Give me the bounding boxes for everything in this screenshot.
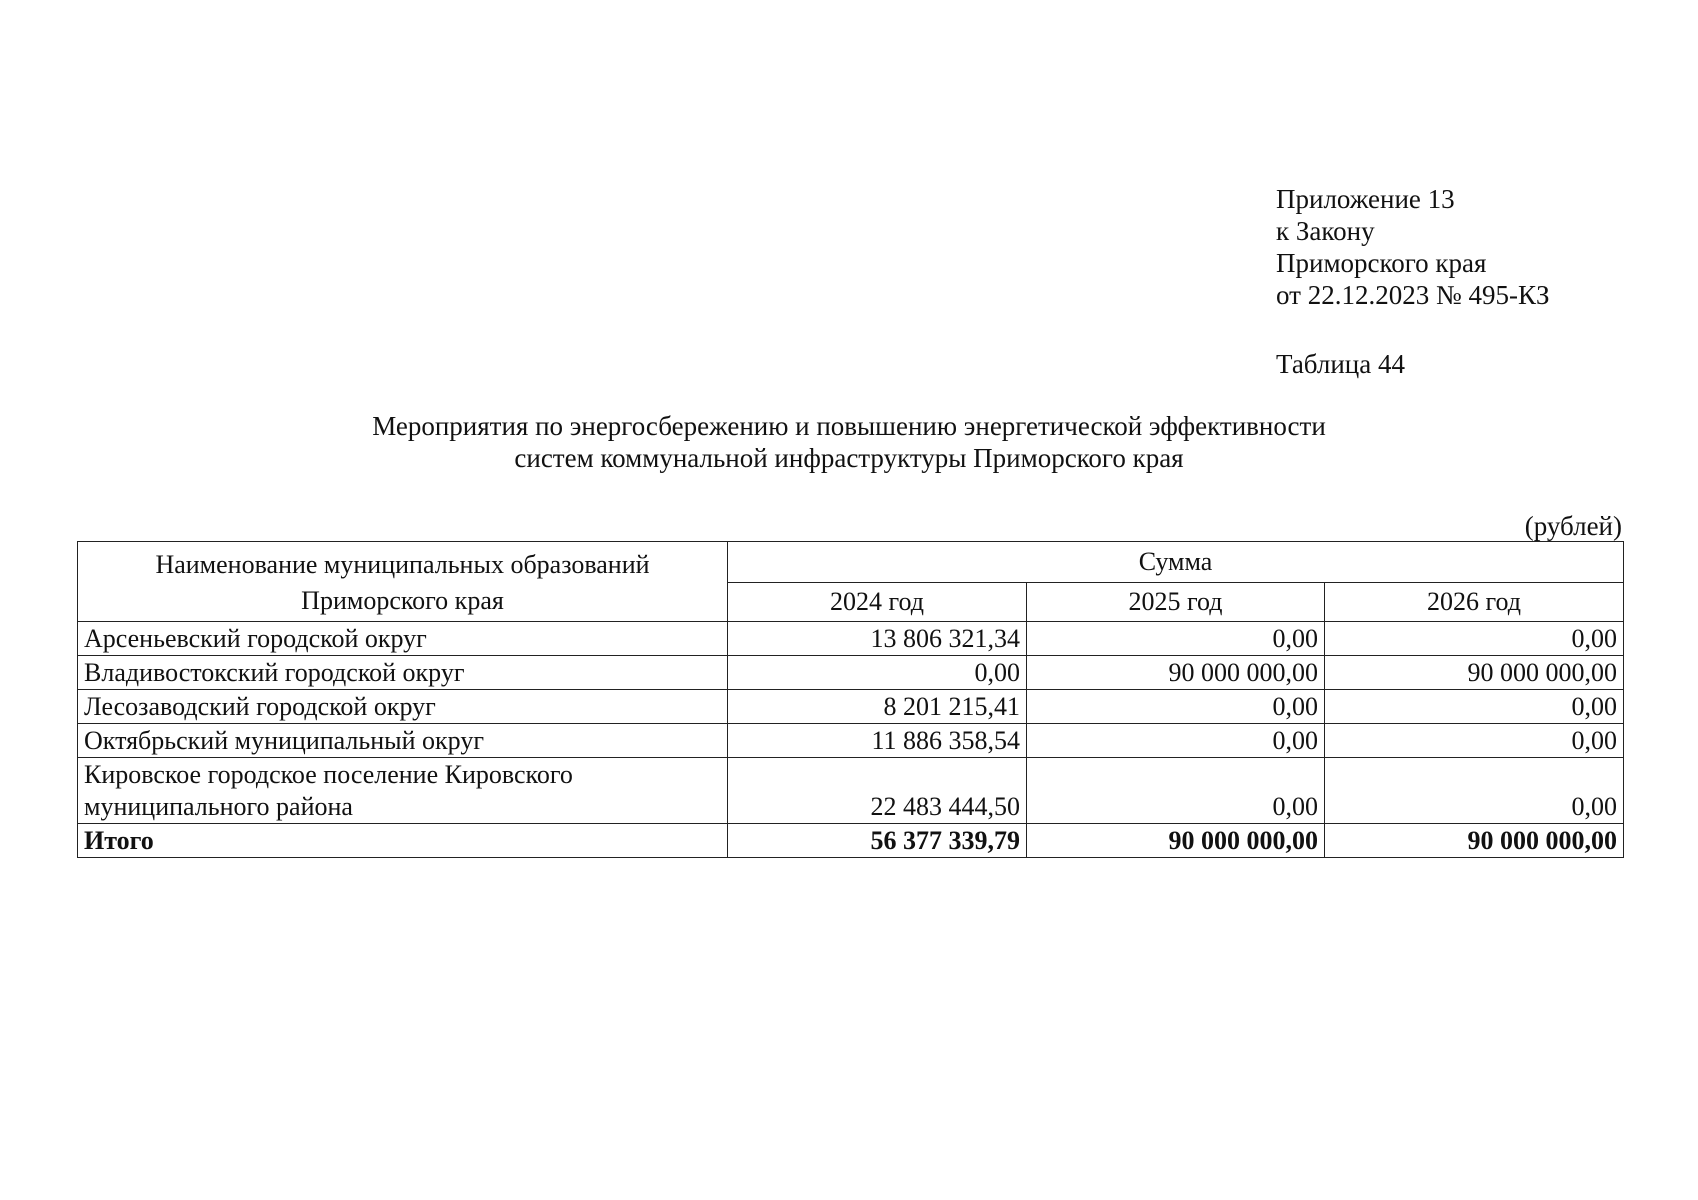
- amount-2024: 13 806 321,34: [728, 622, 1027, 656]
- table-number: Таблица 44: [1276, 349, 1405, 379]
- header-sum: Сумма: [728, 542, 1624, 583]
- table-total-row: [78, 824, 1624, 858]
- table-row: [78, 724, 1624, 758]
- amount-2024: 22 483 444,50: [728, 758, 1027, 824]
- units-label: (рублей): [1524, 511, 1622, 541]
- municipality-name: Лесозаводский городской округ: [78, 690, 728, 724]
- amount-2024: 0,00: [728, 656, 1027, 690]
- municipality-name-line-2: муниципального района: [84, 792, 353, 821]
- header-municipality: [78, 542, 728, 622]
- total-label: Итого: [78, 824, 728, 858]
- total-2024: 56 377 339,79: [728, 824, 1027, 858]
- funding-table: [77, 541, 1624, 858]
- appendix-line-4: от 22.12.2023 № 495-КЗ: [1276, 280, 1550, 310]
- amount-2026: 90 000 000,00: [1325, 656, 1624, 690]
- header-year-2024: 2024 год: [728, 583, 1027, 622]
- municipality-name: Арсеньевский городской округ: [78, 622, 728, 656]
- title-line-2: систем коммунальной инфраструктуры Приморского края: [514, 443, 1184, 473]
- appendix-line-1: Приложение 13: [1276, 184, 1455, 214]
- amount-2025: 0,00: [1027, 758, 1325, 824]
- municipality-name: Владивостокский городской округ: [78, 656, 728, 690]
- table-header-row: [78, 542, 1624, 583]
- total-2025: 90 000 000,00: [1027, 824, 1325, 858]
- municipality-name-line-1: Кировское городское поселение Кировского: [84, 760, 573, 789]
- header-year-2026: 2026 год: [1325, 583, 1624, 622]
- table-row: [78, 622, 1624, 656]
- table-row: [78, 656, 1624, 690]
- header-year-2025: 2025 год: [1027, 583, 1325, 622]
- document-title: [0, 410, 1698, 474]
- amount-2026: 0,00: [1325, 724, 1624, 758]
- appendix-line-3: Приморского края: [1276, 248, 1487, 278]
- amount-2025: 0,00: [1027, 622, 1325, 656]
- municipality-name: [78, 758, 728, 824]
- municipality-name: Октябрьский муниципальный округ: [78, 724, 728, 758]
- title-line-1: Мероприятия по энергосбережению и повышению энергетической эффективности: [372, 411, 1326, 441]
- table-row: [78, 758, 1624, 824]
- amount-2026: 0,00: [1325, 690, 1624, 724]
- appendix-reference: [1276, 183, 1549, 311]
- amount-2026: 0,00: [1325, 622, 1624, 656]
- amount-2025: 90 000 000,00: [1027, 656, 1325, 690]
- amount-2024: 11 886 358,54: [728, 724, 1027, 758]
- amount-2025: 0,00: [1027, 690, 1325, 724]
- appendix-line-2: к Закону: [1276, 216, 1375, 246]
- header-municipality-line-2: Приморского края: [301, 585, 504, 615]
- header-municipality-line-1: Наименование муниципальных образований: [155, 549, 650, 579]
- amount-2025: 0,00: [1027, 724, 1325, 758]
- amount-2024: 8 201 215,41: [728, 690, 1027, 724]
- amount-2026: 0,00: [1325, 758, 1624, 824]
- total-2026: 90 000 000,00: [1325, 824, 1624, 858]
- table-row: [78, 690, 1624, 724]
